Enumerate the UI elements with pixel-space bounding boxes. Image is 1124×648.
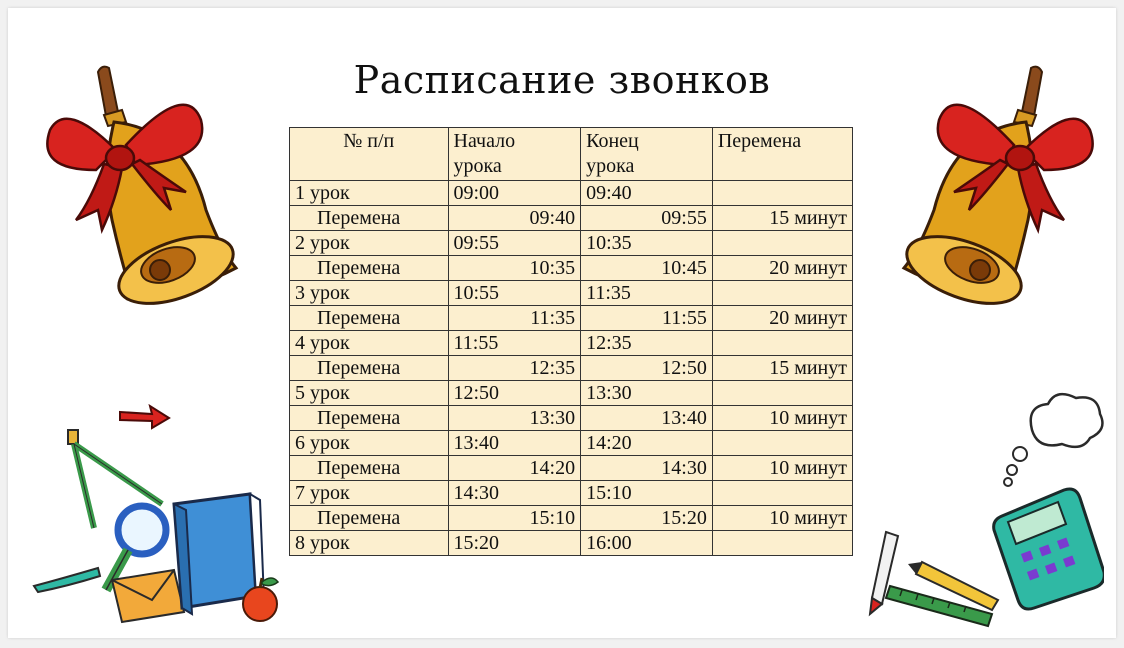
row-label: 6 урок xyxy=(290,431,449,456)
row-label: Перемена xyxy=(290,406,449,431)
page-title: Расписание звонков xyxy=(353,58,771,102)
row-end: 13:40 xyxy=(581,406,713,431)
row-start: 13:30 xyxy=(448,406,581,431)
row-end: 12:50 xyxy=(581,356,713,381)
row-duration: 10 минут xyxy=(712,506,852,531)
row-start: 09:40 xyxy=(448,206,581,231)
row-start: 10:35 xyxy=(448,256,581,281)
row-label: 7 урок xyxy=(290,481,449,506)
row-end: 09:55 xyxy=(581,206,713,231)
table-row xyxy=(290,256,853,281)
row-label: Перемена xyxy=(290,356,449,381)
row-start: 15:10 xyxy=(448,506,581,531)
row-duration xyxy=(712,181,852,206)
row-end: 14:30 xyxy=(581,456,713,481)
row-end: 10:45 xyxy=(581,256,713,281)
row-duration: 20 минут xyxy=(712,306,852,331)
row-label: 4 урок xyxy=(290,331,449,356)
row-start: 09:00 xyxy=(448,181,581,206)
table-row xyxy=(290,506,853,531)
row-start: 12:35 xyxy=(448,356,581,381)
row-end: 10:35 xyxy=(581,231,713,256)
bell-right xyxy=(894,60,1104,305)
table-row xyxy=(290,281,853,306)
table-row xyxy=(290,481,853,506)
table-row xyxy=(290,531,853,556)
table-row xyxy=(290,331,853,356)
row-start: 12:50 xyxy=(448,381,581,406)
row-start: 15:20 xyxy=(448,531,581,556)
row-label: 2 урок xyxy=(290,231,449,256)
header-lesson-end: Конец урока xyxy=(581,128,713,181)
row-start: 11:55 xyxy=(448,331,581,356)
row-duration xyxy=(712,281,852,306)
table-header-row xyxy=(290,128,853,181)
row-label: Перемена xyxy=(290,456,449,481)
row-start: 11:35 xyxy=(448,306,581,331)
row-duration xyxy=(712,231,852,256)
row-duration: 10 минут xyxy=(712,406,852,431)
row-end: 11:55 xyxy=(581,306,713,331)
slide xyxy=(8,8,1116,638)
table-row xyxy=(290,306,853,331)
thought-cloud-icon xyxy=(1004,394,1102,486)
table-row xyxy=(290,381,853,406)
row-label: 8 урок xyxy=(290,531,449,556)
school-supplies-right xyxy=(842,386,1104,631)
row-end: 16:00 xyxy=(581,531,713,556)
row-end: 13:30 xyxy=(581,381,713,406)
row-duration: 15 минут xyxy=(712,206,852,231)
header-number: № п/п xyxy=(290,128,449,181)
row-duration xyxy=(712,481,852,506)
row-duration: 20 минут xyxy=(712,256,852,281)
row-label: Перемена xyxy=(290,256,449,281)
table-row xyxy=(290,206,853,231)
row-start: 10:55 xyxy=(448,281,581,306)
row-label: 1 урок xyxy=(290,181,449,206)
row-label: Перемена xyxy=(290,206,449,231)
row-end: 15:10 xyxy=(581,481,713,506)
bell-schedule-table xyxy=(289,127,853,556)
table-row xyxy=(290,181,853,206)
header-lesson-start: Начало урока xyxy=(448,128,581,181)
table-row xyxy=(290,456,853,481)
table-row xyxy=(290,406,853,431)
header-break: Перемена xyxy=(712,128,852,181)
row-label: 5 урок xyxy=(290,381,449,406)
table-row xyxy=(290,231,853,256)
row-label: 3 урок xyxy=(290,281,449,306)
table-row xyxy=(290,431,853,456)
row-start: 13:40 xyxy=(448,431,581,456)
calculator-icon xyxy=(994,489,1104,609)
row-start: 09:55 xyxy=(448,231,581,256)
row-end: 14:20 xyxy=(581,431,713,456)
arrow-icon xyxy=(120,406,169,428)
row-duration: 10 минут xyxy=(712,456,852,481)
row-end: 09:40 xyxy=(581,181,713,206)
table-row xyxy=(290,356,853,381)
row-duration: 15 минут xyxy=(712,356,852,381)
row-end: 11:35 xyxy=(581,281,713,306)
envelope-icon xyxy=(112,570,184,622)
row-start: 14:30 xyxy=(448,481,581,506)
row-label: Перемена xyxy=(290,506,449,531)
row-duration xyxy=(712,531,852,556)
row-duration xyxy=(712,331,852,356)
bell-left xyxy=(36,60,246,305)
row-label: Перемена xyxy=(290,306,449,331)
row-end: 15:20 xyxy=(581,506,713,531)
school-supplies-left xyxy=(24,400,289,630)
row-duration xyxy=(712,431,852,456)
row-duration xyxy=(712,381,852,406)
row-end: 12:35 xyxy=(581,331,713,356)
row-start: 14:20 xyxy=(448,456,581,481)
